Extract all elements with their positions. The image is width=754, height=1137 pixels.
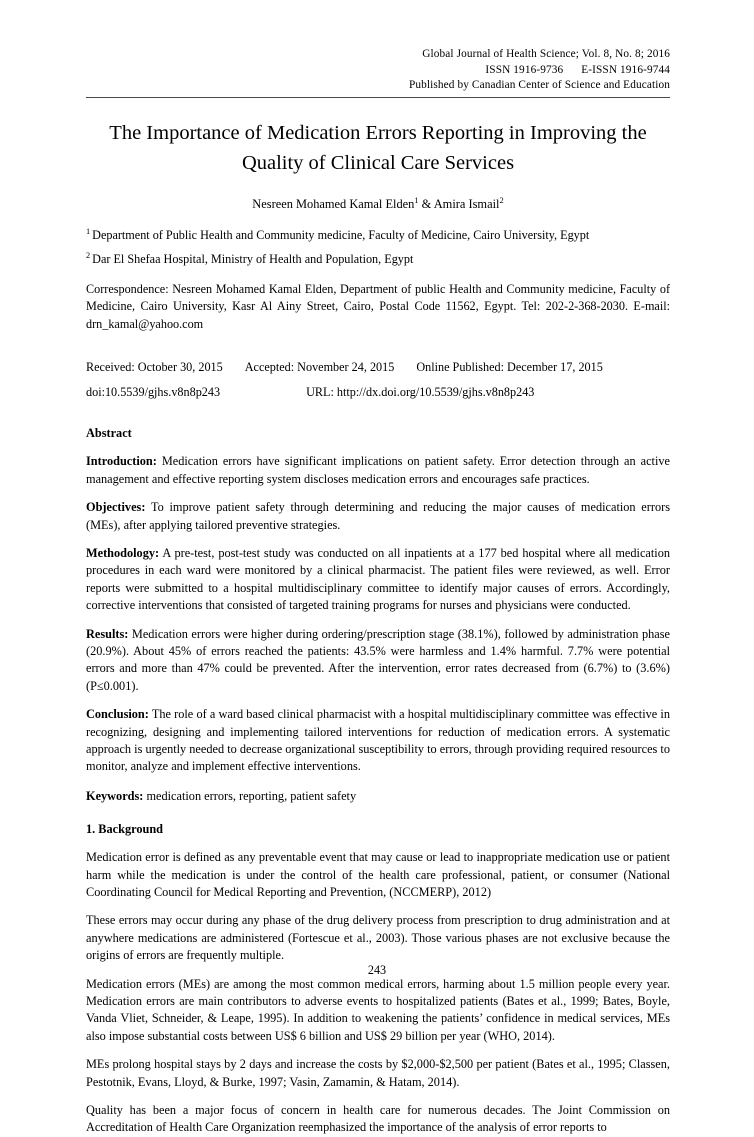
abstract-conclusion [86, 706, 670, 776]
background-paragraph-4: MEs prolong hospital stays by 2 days and increase the costs by $2,000-$2,500 per patient (Bates et al., 1995; Classen, Pestotnik, Evans, Lloyd, & Burke, 1997; Vasin, Zamamin, & Hatam, 2014). [86, 1057, 670, 1089]
author-one-affiliation-marker: 1 [414, 194, 419, 205]
background-paragraph-1: Medication error is defined as any preventable event that may cause or lead to inappropriate medication use or patient harm while the medication is under the control of the health care professional, patient, or consumer (National Coordinating Council for Medical Reporting and Prevention, (NCCMERP), 2012) [86, 850, 670, 899]
doi-url[interactable]: URL: http://dx.doi.org/10.5539/gjhs.v8n8p243 [306, 385, 535, 400]
doi-value: doi:10.5539/gjhs.v8n8p243 [86, 385, 221, 400]
abstract-conclusion-text: The role of a ward based clinical pharmacist with a hospital multidisciplinary committee was effective in recognizing, designing and implementing tailored interventions for reduction of medication errors. A systematic approach is urgently needed to decrease organizational susceptibility to errors, through providing required resources to monitor, analyze and implement effective interventions. [86, 707, 670, 774]
author-one: Nesreen Mohamed Kamal Elden [252, 196, 415, 211]
doi-line [86, 384, 670, 401]
abstract-results [86, 626, 670, 696]
correspondence-block: Correspondence: Nesreen Mohamed Kamal Elden, Department of public Health and Community medicine, Faculty of Medicine, Cairo University, Kasr Al Ainy Street, Cairo, Postal Code 11562, Egypt. Tel: 202-2-368-2030. E-mail: drn_kamal@yahoo.com [86, 281, 670, 331]
issn-line [86, 63, 670, 79]
date-accepted: Accepted: November 24, 2015 [244, 360, 395, 375]
journal-header [86, 47, 670, 94]
author-two: Amira Ismail [433, 196, 500, 211]
abstract-introduction-label: Introduction: [86, 454, 157, 469]
affiliation-one [86, 227, 670, 244]
abstract-heading: Abstract [86, 426, 132, 441]
publisher-line: Published by Canadian Center of Science and Education [408, 79, 670, 92]
author-two-affiliation-marker: 2 [499, 194, 504, 205]
author-list [86, 196, 670, 213]
keywords-text: medication errors, reporting, patient safety [143, 788, 357, 803]
background-paragraph-2: These errors may occur during any phase of the drug delivery process from prescription to drug administration and at anywhere medications are administered (Fortescue et al., 2003). Those various phases are not exclusive because the origins of errors are frequently multiple. [86, 913, 670, 963]
abstract-results-label: Results: [86, 626, 129, 641]
affiliation-two-text: Dar El Shefaa Hospital, Ministry of Health and Population, Egypt [92, 251, 414, 266]
page-number: 243 [367, 963, 387, 977]
header-divider [86, 97, 670, 98]
author-conjunction: & [418, 196, 434, 211]
affiliation-two-marker: 2 [86, 250, 91, 260]
keywords-label: Keywords: [86, 788, 144, 803]
issn-electronic: E-ISSN 1916-9744 [581, 63, 670, 76]
issn-print: ISSN 1916-9736 [485, 63, 564, 76]
affiliation-one-text: Department of Public Health and Community medicine, Faculty of Medicine, Cairo University, Egypt [92, 227, 590, 242]
abstract-objectives [86, 499, 670, 534]
abstract-results-text: Medication errors were higher during ordering/prescription stage (38.1%), followed by administration phase (20.9%). About 45% of errors reached the patients: 43.5% were harmless and 1.4% harmful. 7.7% were potential errors and more than 47% could be prevented. After the intervention, error rates decreased from (6.7%) to (3.6%) (P≤0.001). [86, 626, 670, 693]
abstract-objectives-label: Objectives: [86, 500, 146, 515]
affiliation-one-marker: 1 [86, 226, 91, 236]
abstract-introduction [86, 453, 670, 488]
background-paragraph-3: Medication errors (MEs) are among the most common medical errors, harming about 1.5 million people every year. Medication errors are main contributors to adverse events to hospitalized patients (Bates et al., 1999; Bates, Boyle, Vanda Vliet, Schneider, & Leape, 1995). In addition to weakening the patients’ confidence in medical services, MEs also impose substantial costs between US$ 6 billion and US$ 29 billion per year (WHO, 2014). [86, 976, 670, 1043]
background-heading: 1. Background [86, 822, 163, 837]
abstract-methodology-text: A pre-test, post-test study was conducted on all inpatients at a 177 bed hospital where all medication procedures in each ward were monitored by a clinical pharmacist. The patient files were reviewed, as well. Error reports were submitted to a hospital multidisciplinary committee to identify major causes of errors. Accordingly, corrective interventions that consisted of targeted training programs for nurses and physicians were conducted. [86, 545, 670, 613]
date-received: Received: October 30, 2015 [86, 360, 223, 375]
abstract-conclusion-label: Conclusion: [86, 707, 149, 722]
abstract-methodology-label: Methodology: [86, 545, 160, 560]
abstract-objectives-text: To improve patient safety through determining and reducing the major causes of medication errors (MEs), after applying tailored preventive strategies. [86, 500, 670, 532]
affiliation-two [86, 251, 670, 268]
date-published: Online Published: December 17, 2015 [416, 360, 603, 375]
background-paragraph-5: Quality has been a major focus of concern in health care for numerous decades. The Joint Commission on Accreditation of Health Care Organization reemphasized the importance of the analysis of error reports to [86, 1103, 670, 1135]
keywords-line [86, 788, 670, 805]
publication-dates [86, 359, 670, 376]
journal-title-line: Global Journal of Health Science; Vol. 8, No. 8; 2016 [422, 48, 670, 60]
abstract-methodology [86, 545, 670, 615]
abstract-introduction-text: Medication errors have significant implications on patient safety. Error detection through an active management and effective reporting system discloses medication errors and encourages safe practices. [86, 454, 670, 486]
page-title: The Importance of Medication Errors Reporting in Improving the Quality of Clinical Care Services [109, 121, 647, 174]
